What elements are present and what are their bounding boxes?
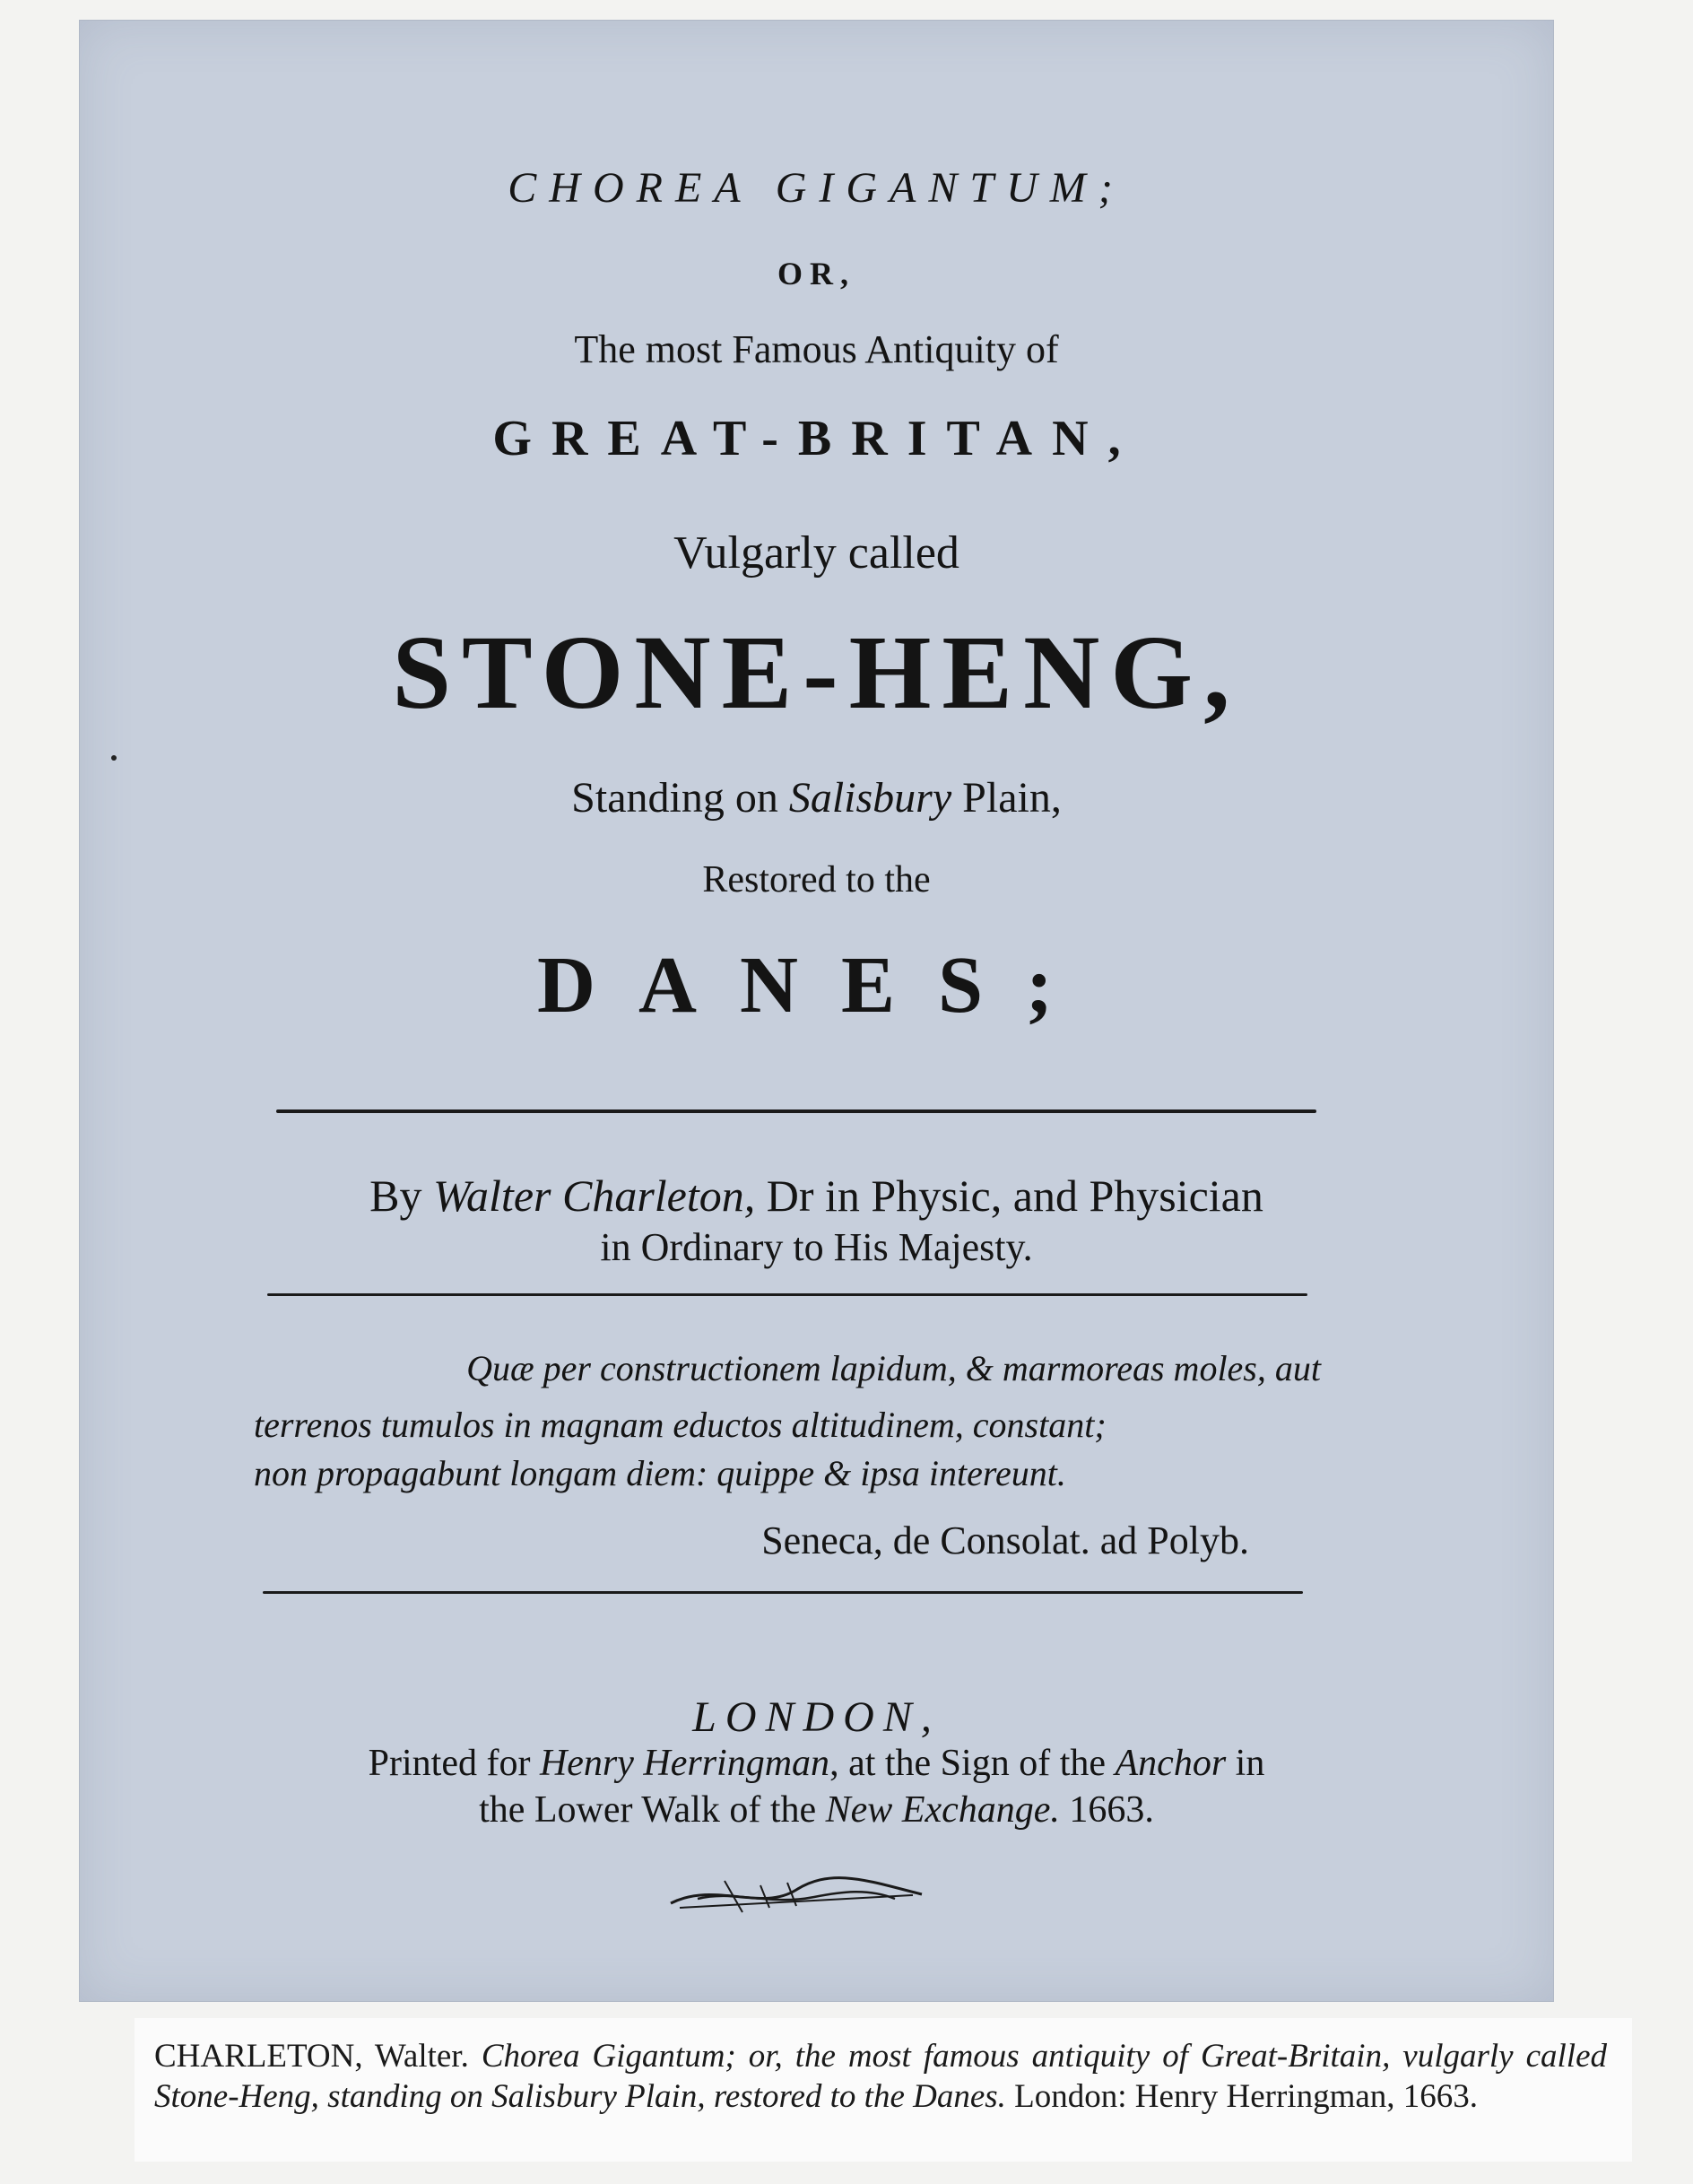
quote-line: Quæ per constructionem lapidum, & marmoreas moles, aut: [466, 1348, 1321, 1388]
standing-place: Salisbury: [788, 774, 952, 822]
imprint-year: 1663.: [1059, 1789, 1154, 1831]
author-line: [79, 1170, 1554, 1222]
standing-pre: Standing on: [571, 774, 789, 822]
divider-rule: [267, 1293, 1307, 1296]
divider-rule: [263, 1591, 1303, 1594]
imprint-anchor: Anchor: [1115, 1743, 1227, 1784]
quote-line: terrenos tumulos in magnam eductos altitudinem, constant;: [254, 1405, 1107, 1445]
imprint-b: , at the Sign of the: [829, 1743, 1116, 1784]
subtitle-line: The most Famous Antiquity of: [574, 327, 1059, 371]
city-line: LONDON,: [692, 1693, 941, 1741]
handwritten-scribble: [662, 1863, 931, 1926]
quote-line: non propagabunt longam diem: quippe & ipsa intereunt.: [254, 1453, 1066, 1493]
danes-title: DANES;: [536, 941, 1097, 1030]
divider-rule: [276, 1109, 1316, 1113]
caption-box: [135, 2018, 1632, 2162]
imprint-line-2: [79, 1788, 1554, 1832]
caption-title: Chorea Gigantum; or, the most famous antiquity of Great-Britain, vulgarly called Stone-Heng, standing on Salisbury Plain, restored to the Danes.: [154, 2038, 1607, 2115]
caption-publication: London: Henry Herringman, 1663.: [1005, 2078, 1479, 2115]
latin-title: CHOREA GIGANTUM;: [508, 164, 1125, 212]
author-rest: Dr in Physic, and Physician: [755, 1170, 1263, 1221]
imprint-line: [79, 1742, 1554, 1785]
country-title: GREAT-BRITAN,: [492, 411, 1141, 466]
imprint-exchange: New Exchange.: [825, 1789, 1060, 1831]
standing-line: [79, 773, 1554, 822]
imprint-a: Printed for: [368, 1743, 540, 1784]
caption-author: CHARLETON, Walter.: [154, 2038, 482, 2075]
imprint-c: in: [1226, 1743, 1265, 1784]
vulgarly-called-line: Vulgarly called: [673, 527, 959, 579]
caption: [154, 2036, 1607, 2117]
restored-line: Restored to the: [702, 859, 931, 901]
title-page-plate: [79, 20, 1554, 2002]
author-name: Walter Charleton,: [432, 1170, 756, 1221]
ink-speck: [111, 755, 117, 761]
imprint-publisher: Henry Herringman: [539, 1743, 830, 1784]
imprint-walk: the Lower Walk of the: [479, 1789, 826, 1831]
author-line-2: in Ordinary to His Majesty.: [600, 1225, 1033, 1269]
title-or: OR,: [777, 256, 855, 291]
author-by: By: [369, 1170, 433, 1221]
quote-attribution: Seneca, de Consolat. ad Polyb.: [761, 1518, 1249, 1562]
stoneheng-title: STONE-HENG,: [392, 613, 1241, 731]
standing-post: Plain,: [951, 774, 1062, 822]
